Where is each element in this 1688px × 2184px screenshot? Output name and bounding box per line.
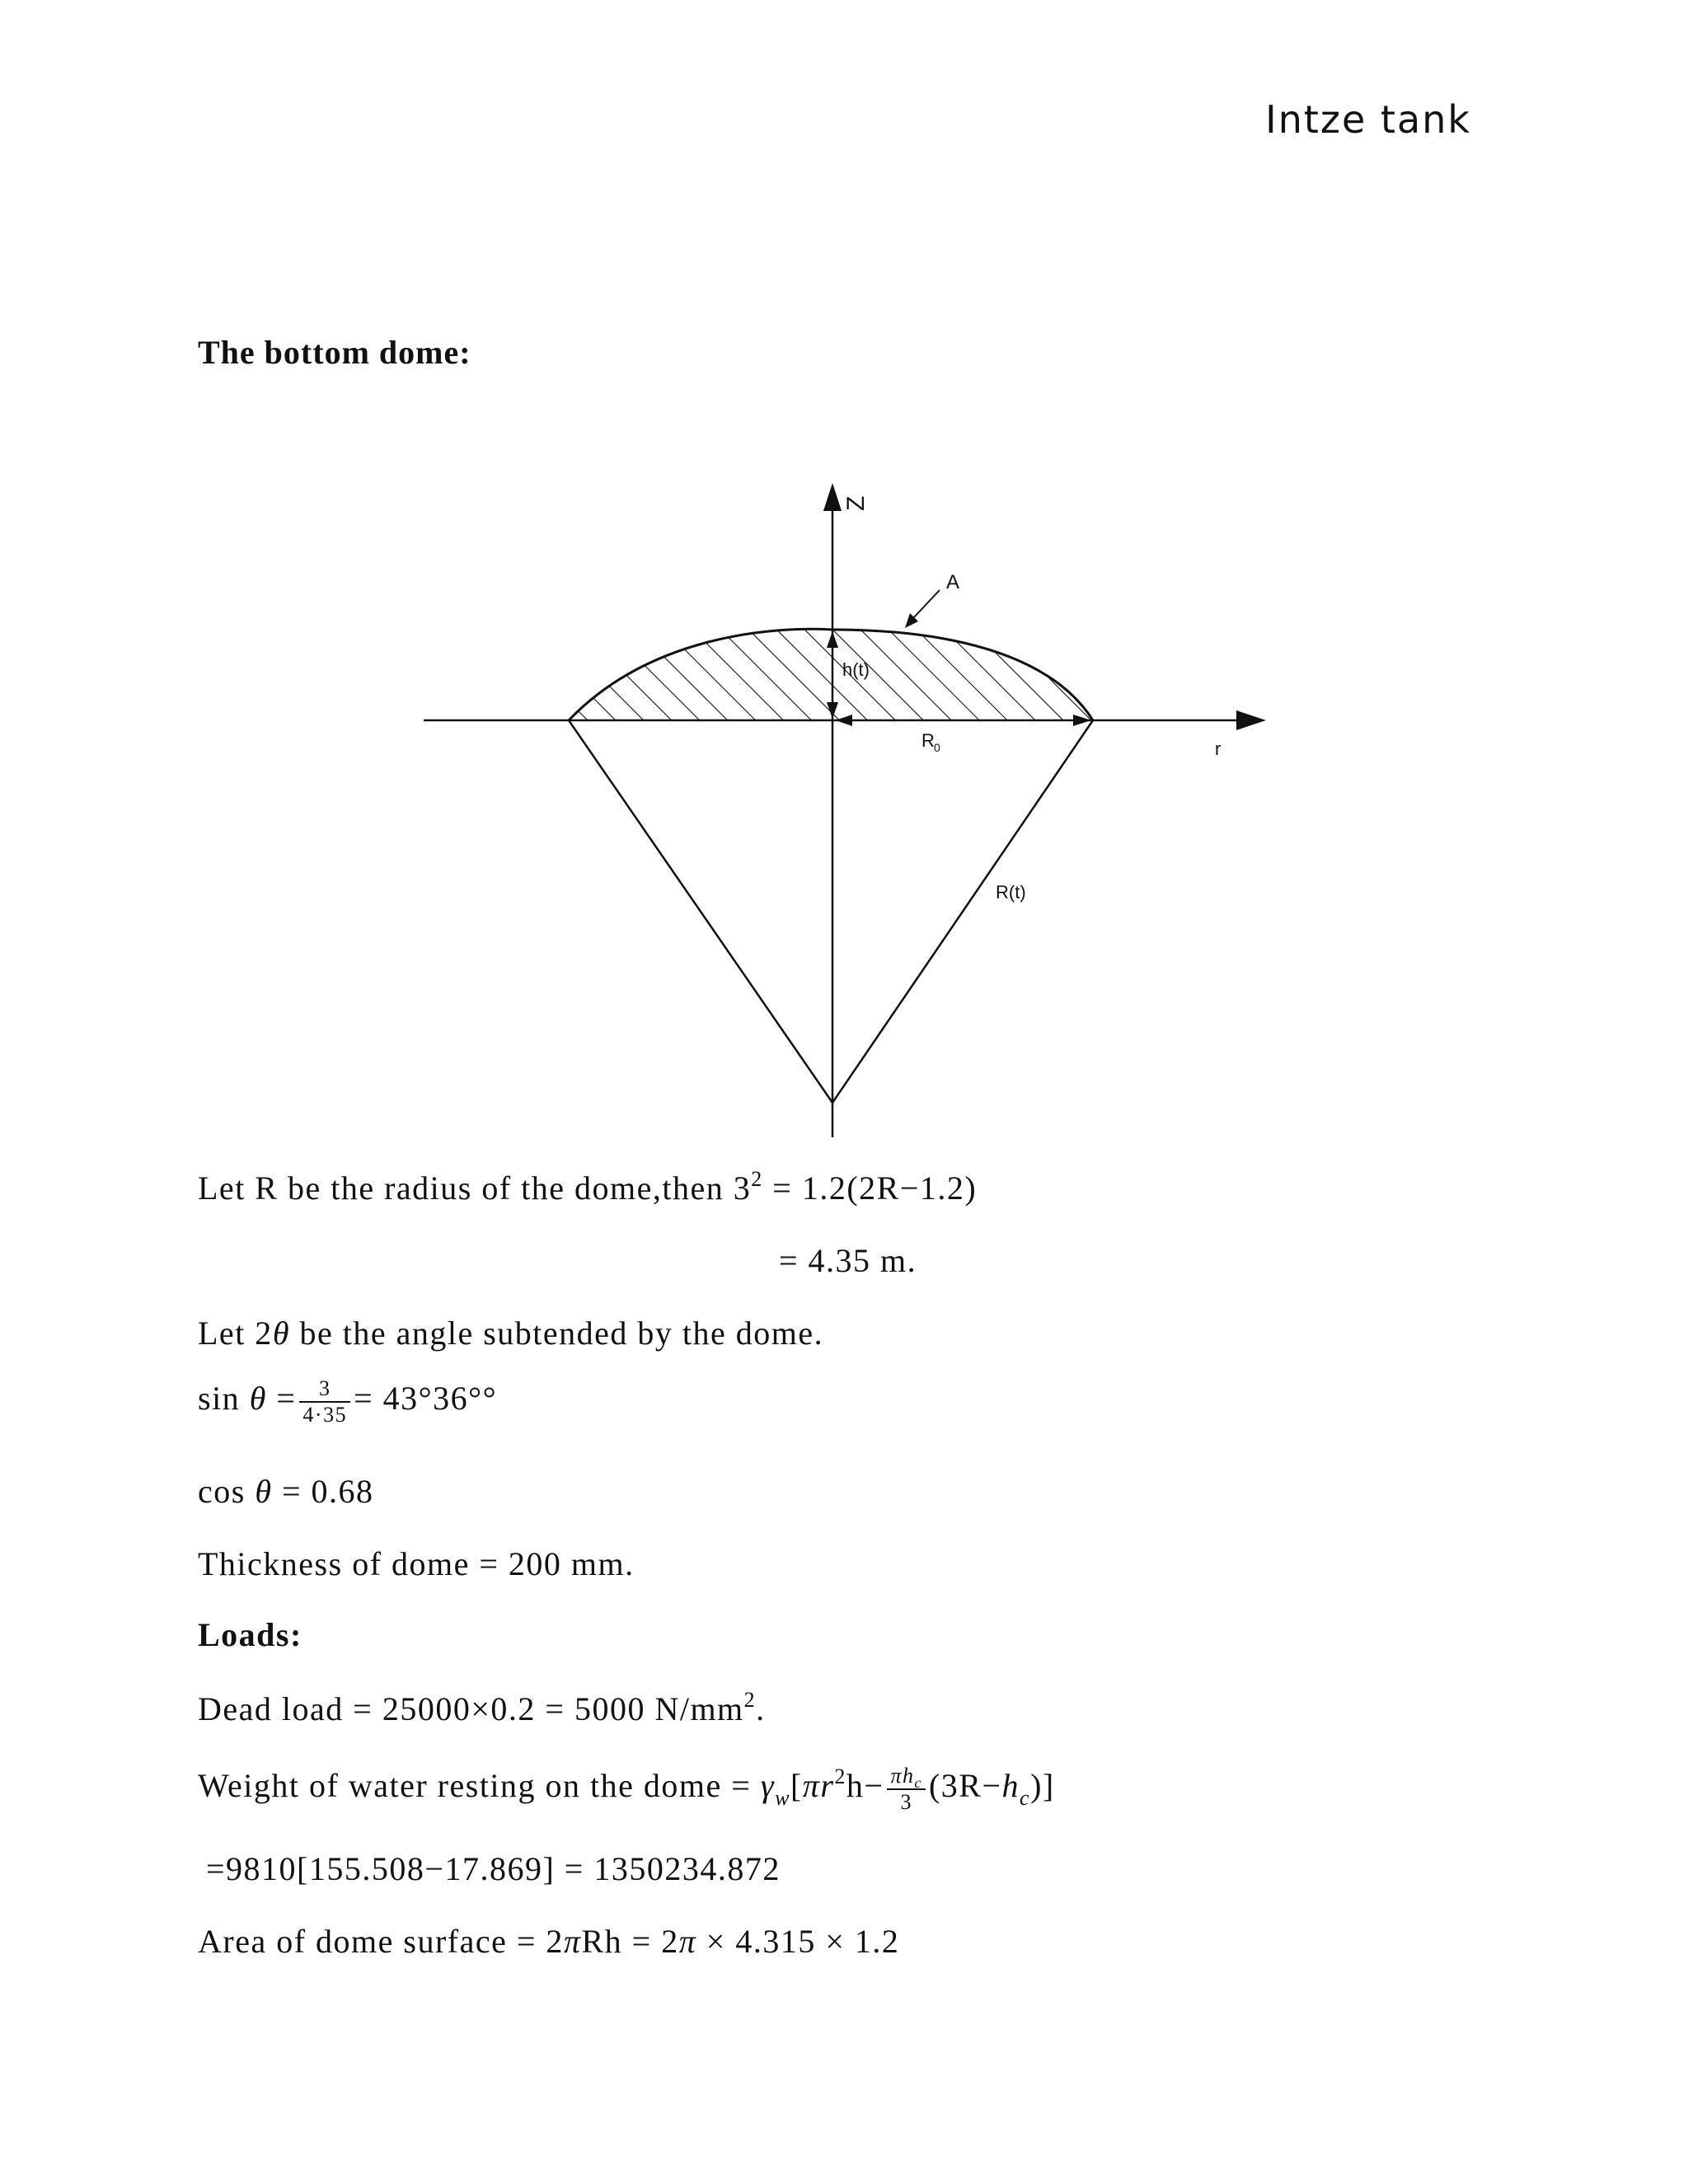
dead-load-line bbox=[198, 1690, 766, 1728]
dead-load-sup: 2 bbox=[743, 1688, 757, 1712]
water-pi-r: πr bbox=[802, 1767, 835, 1805]
radius-equation bbox=[198, 1169, 977, 1207]
r0-subscript: 0 bbox=[934, 741, 940, 754]
area-post: × 4.315 × 1.2 bbox=[696, 1923, 900, 1960]
water-fraction bbox=[887, 1764, 926, 1815]
dome-diagram bbox=[412, 462, 1286, 1158]
r0-label: R bbox=[921, 730, 935, 751]
water-weight-line bbox=[198, 1764, 1055, 1815]
radius-eq-suffix: = 1.2(2R−1.2) bbox=[762, 1169, 978, 1207]
water-end: )] bbox=[1030, 1767, 1055, 1805]
water-frac-num-text: πh bbox=[890, 1764, 915, 1788]
sin-theta: θ bbox=[249, 1380, 267, 1418]
thickness-line: Thickness of dome = 200 mm. bbox=[198, 1545, 635, 1582]
section-heading: The bottom dome: bbox=[198, 334, 471, 371]
sin-equation bbox=[198, 1376, 497, 1427]
water-weight-value: =9810[155.508−17.869] = 1350234.872 bbox=[206, 1850, 781, 1887]
sin-numerator: 3 bbox=[318, 1376, 331, 1400]
water-hc-sub: c bbox=[1020, 1786, 1031, 1811]
sin-post: = 43°36°° bbox=[354, 1380, 498, 1418]
running-header: Intze tank bbox=[1265, 97, 1471, 142]
area-mid: Rh = 2 bbox=[581, 1923, 679, 1960]
r-axis-label: r bbox=[1215, 738, 1221, 759]
dead-load-post: . bbox=[756, 1690, 766, 1727]
sin-eq: = bbox=[266, 1380, 297, 1418]
area-pi2: π bbox=[678, 1923, 697, 1960]
z-axis-arrow bbox=[823, 483, 842, 511]
radius-result: = 4.35 m. bbox=[779, 1242, 917, 1279]
water-gamma: γ bbox=[760, 1767, 776, 1805]
area-pre: Area of dome surface = 2 bbox=[198, 1923, 564, 1960]
z-axis-label: Z bbox=[842, 495, 870, 511]
cos-pre: cos bbox=[198, 1473, 256, 1510]
cos-equation bbox=[198, 1472, 374, 1511]
cone-left-line bbox=[569, 720, 832, 1103]
radius-eq-prefix: Let R be the radius of the dome,then 3 bbox=[198, 1169, 752, 1207]
water-h: h− bbox=[846, 1767, 884, 1805]
water-bracket: [ bbox=[790, 1767, 803, 1805]
angle-post: be the angle subtended by the dome. bbox=[289, 1315, 824, 1352]
water-frac-den: 3 bbox=[887, 1788, 926, 1815]
cos-post: = 0.68 bbox=[272, 1473, 374, 1510]
area-pi: π bbox=[563, 1923, 582, 1960]
h-label: h(t) bbox=[842, 659, 870, 680]
cos-theta: θ bbox=[255, 1473, 273, 1510]
sin-denominator: 4·35 bbox=[299, 1401, 350, 1427]
dead-load-pre: Dead load = 25000×0.2 = 5000 N/mm bbox=[198, 1690, 744, 1727]
angle-statement bbox=[198, 1314, 823, 1352]
a-pointer-line bbox=[913, 590, 940, 618]
water-pre: Weight of water resting on the dome = bbox=[198, 1767, 761, 1805]
rt-label: R(t) bbox=[996, 882, 1026, 902]
dome-diagram-svg bbox=[412, 462, 1286, 1154]
water-sup: 2 bbox=[834, 1765, 846, 1789]
water-frac-num-sub: c bbox=[914, 1774, 922, 1791]
cone-right-line bbox=[832, 720, 1093, 1103]
water-gamma-sub: w bbox=[775, 1786, 790, 1811]
sin-fraction bbox=[299, 1376, 350, 1427]
angle-pre: Let 2 bbox=[198, 1315, 273, 1352]
a-label: A bbox=[946, 571, 960, 593]
angle-theta: θ bbox=[272, 1315, 290, 1352]
water-hc: h bbox=[1001, 1767, 1020, 1805]
loads-heading: Loads: bbox=[198, 1616, 302, 1653]
area-line bbox=[198, 1922, 899, 1961]
radius-eq-sup: 2 bbox=[751, 1167, 763, 1191]
r-axis-arrow bbox=[1236, 710, 1266, 730]
sin-pre: sin bbox=[198, 1380, 250, 1418]
water-frac-num bbox=[887, 1764, 926, 1791]
water-mid: (3R− bbox=[928, 1767, 1002, 1805]
